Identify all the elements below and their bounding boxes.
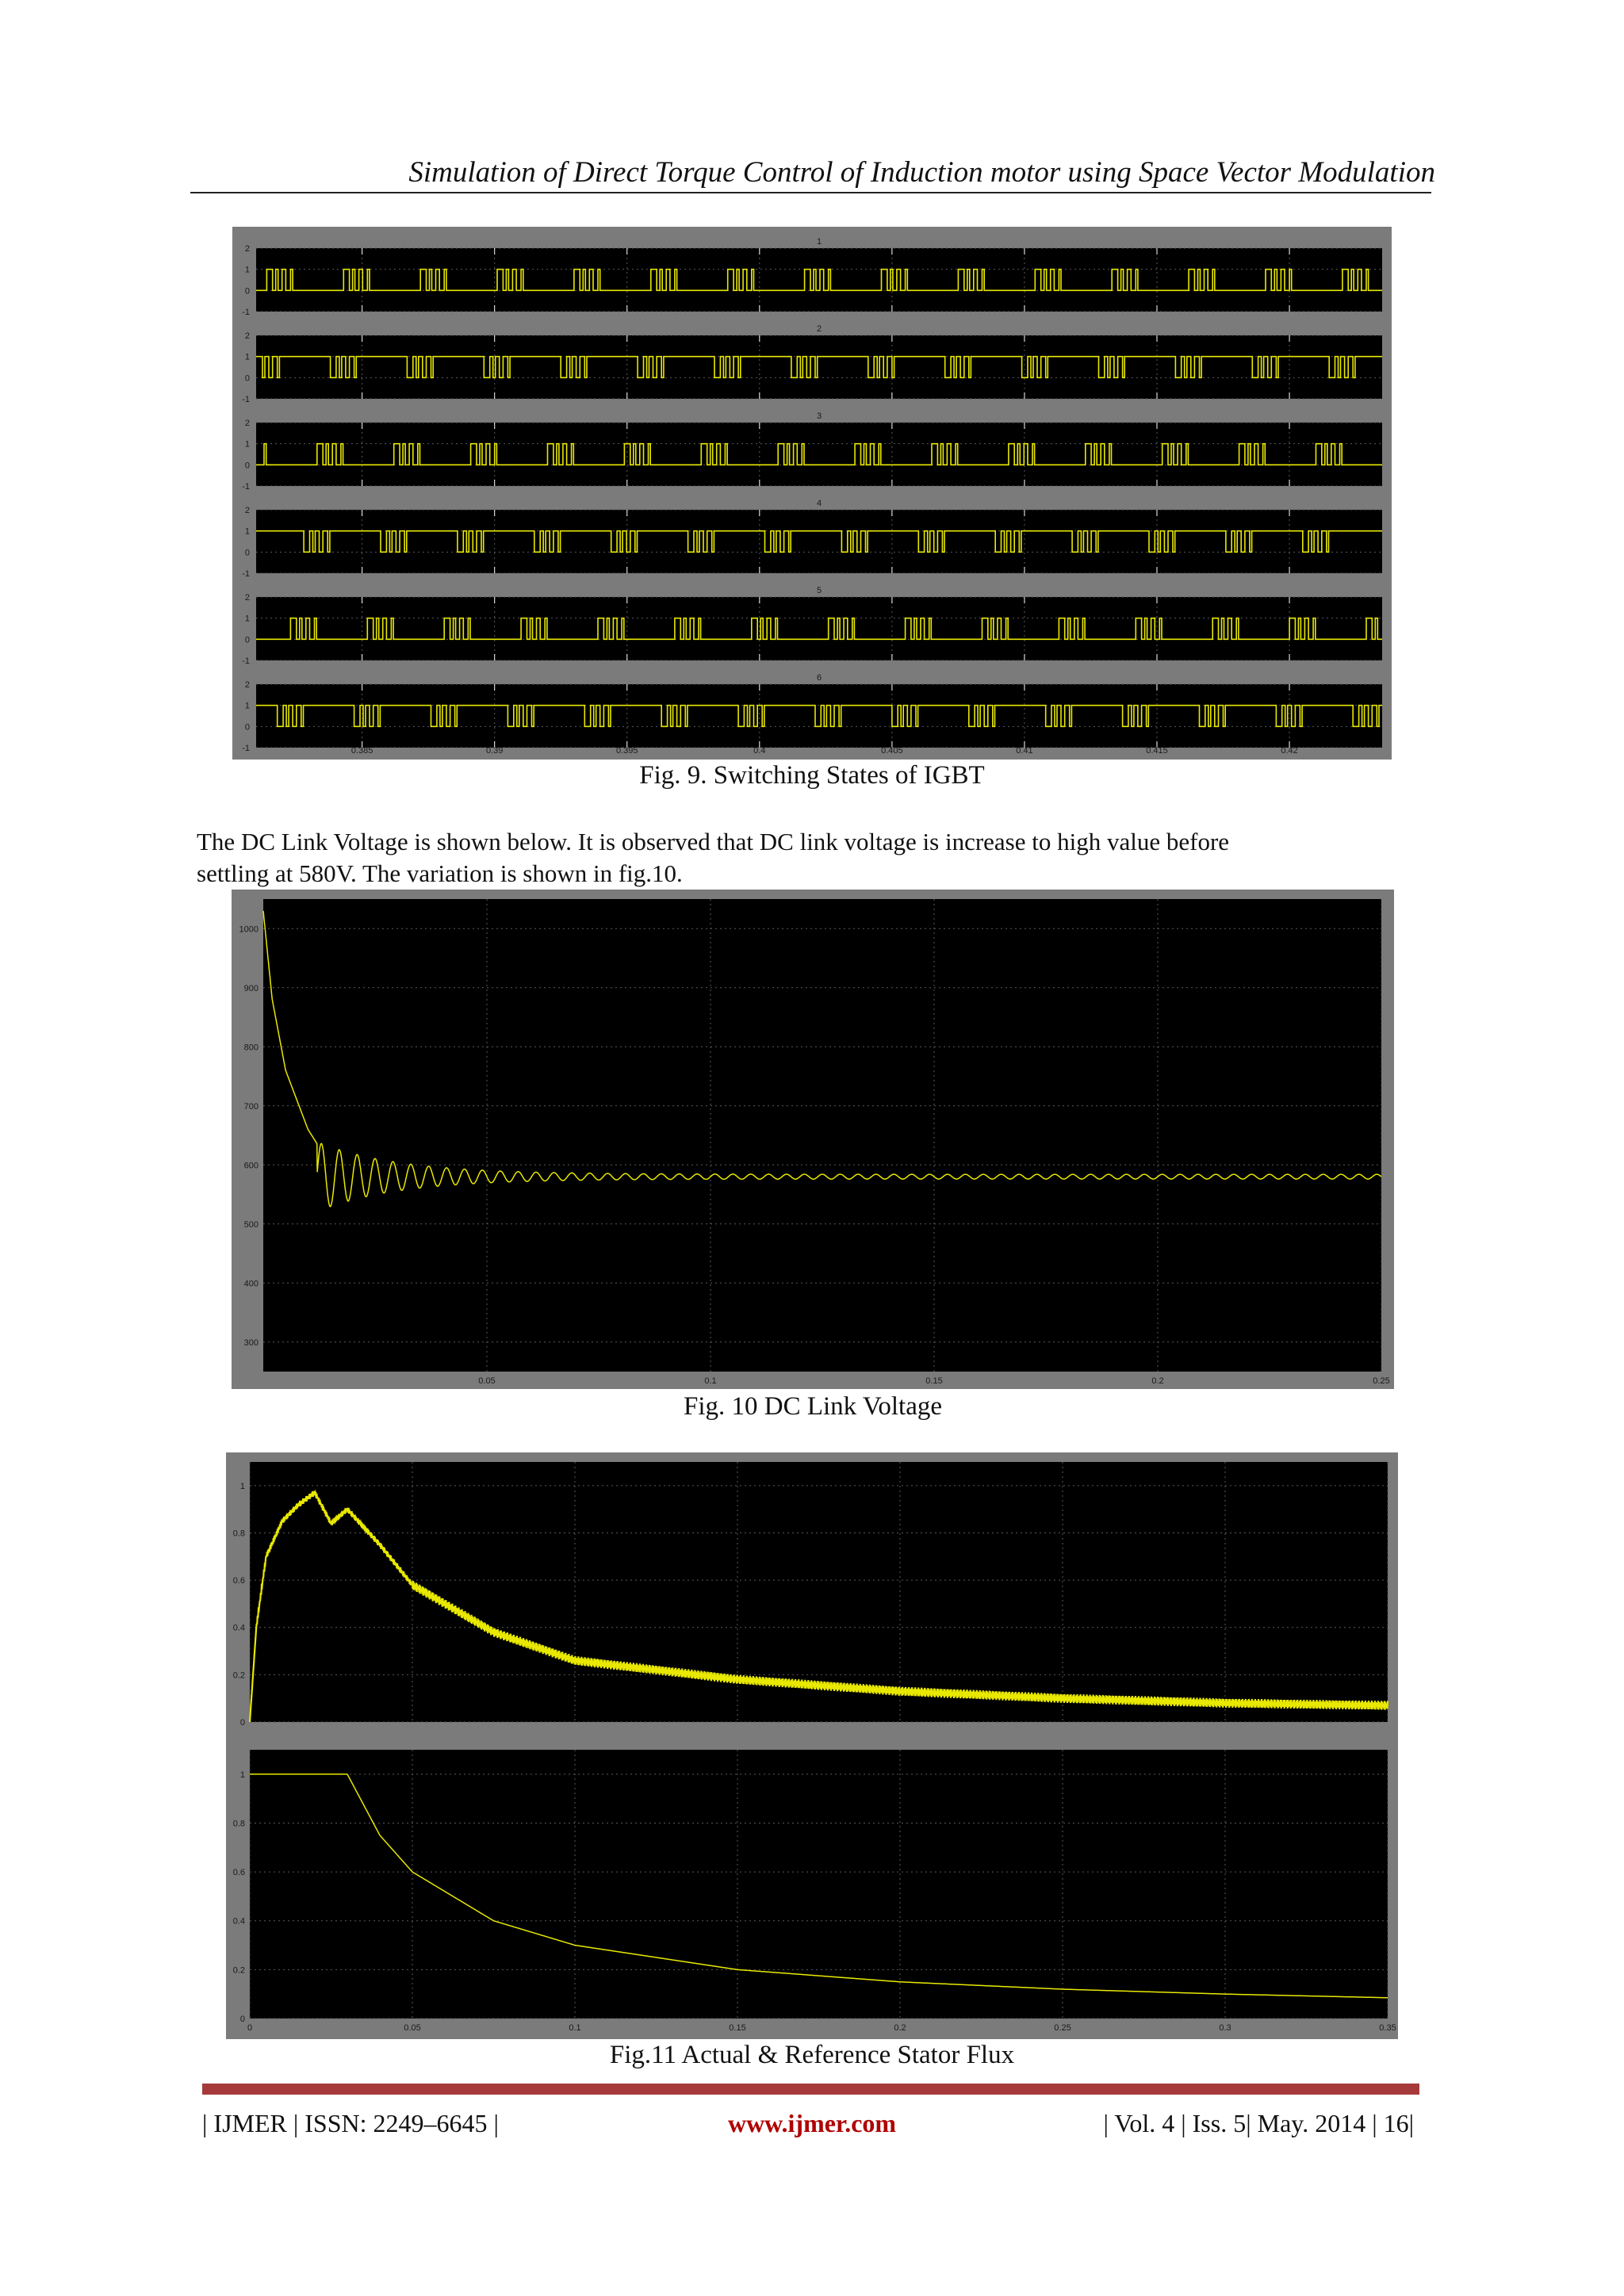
fig9-xtick-label: 0.415 <box>1146 746 1168 756</box>
fig11-ytick-label: 0 <box>239 1718 245 1728</box>
running-header: Simulation of Direct Torque Control of Induction motor using Space Vector Modulation <box>408 156 1435 189</box>
fig11-ytick-label: 0.4 <box>232 1916 245 1927</box>
fig9-scope <box>232 227 1392 760</box>
footer-rule <box>202 2084 1419 2095</box>
fig9-axes-4 <box>256 510 1382 573</box>
footer-left: | IJMER | ISSN: 2249–6645 | <box>202 2109 499 2137</box>
fig10-ytick-label: 900 <box>243 983 259 993</box>
fig9-ytick-label: 2 <box>244 419 250 428</box>
fig10-ytick-label: 500 <box>243 1219 259 1230</box>
fig10-ytick-label: 400 <box>243 1279 259 1289</box>
fig9-ytick-label: 1 <box>244 352 250 362</box>
fig10-xtick-label: 0.05 <box>478 1376 496 1386</box>
fig9-ytick-label: 0 <box>244 548 250 558</box>
fig11-ytick-label: 0.8 <box>232 1529 245 1539</box>
fig9-xtick-label: 0.39 <box>485 746 504 756</box>
fig11-xtick-label: 0 <box>247 2023 253 2033</box>
fig10-xtick-label: 0.2 <box>1151 1376 1164 1386</box>
footer-right: | Vol. 4 | Iss. 5| May. 2014 | 16| <box>1103 2109 1414 2137</box>
fig10-plot <box>232 890 1394 1389</box>
fig11-ytick-label: 0.6 <box>232 1576 245 1586</box>
fig11-ytick-label: 1 <box>239 1481 245 1491</box>
fig9-ytick-label: -1 <box>242 569 250 579</box>
fig11-xtick-label: 0.15 <box>729 2023 746 2033</box>
fig9-ytick-label: -1 <box>242 395 250 404</box>
fig9-ytick-label: -1 <box>242 656 250 666</box>
fig11-ytick-label: 0.4 <box>232 1623 245 1633</box>
fig10-xtick-label: 0.25 <box>1373 1376 1390 1386</box>
paragraph-line-2: settling at 580V. The variation is shown in fig.10. <box>197 859 683 887</box>
fig10-xtick-label: 0.15 <box>925 1376 943 1386</box>
fig9-subplot-title: 5 <box>816 586 822 595</box>
fig11-xtick-label: 0.25 <box>1054 2023 1071 2033</box>
fig10-scope <box>232 890 1394 1389</box>
fig11-caption: Fig.11 Actual & Reference Stator Flux <box>609 2041 1015 2069</box>
fig10-ytick-label: 600 <box>243 1161 259 1171</box>
fig9-xtick-label: 0.42 <box>1281 746 1298 756</box>
fig9-ytick-label: 2 <box>244 331 250 341</box>
fig9-ytick-label: 2 <box>244 506 250 515</box>
fig9-subplot-title: 2 <box>816 324 822 334</box>
footer-website-link[interactable]: www.ijmer.com <box>727 2109 897 2137</box>
fig9-ytick-label: 2 <box>244 593 250 603</box>
header-rule <box>190 192 1431 193</box>
fig9-axes-3 <box>256 423 1382 486</box>
fig9-ytick-label: 1 <box>244 526 250 537</box>
fig9-ytick-label: 0 <box>244 286 250 297</box>
fig9-ytick-label: 2 <box>244 244 250 254</box>
fig9-plot <box>232 227 1392 760</box>
fig11-xtick-label: 0.2 <box>894 2023 906 2033</box>
fig10-xtick-label: 0.1 <box>704 1376 717 1386</box>
fig10-ytick-label: 300 <box>243 1337 259 1348</box>
fig9-ytick-label: 0 <box>244 722 250 733</box>
fig11-ytick-label: 0 <box>239 2015 245 2024</box>
fig9-subplot-title: 4 <box>816 499 822 508</box>
fig9-ytick-label: 1 <box>244 265 250 275</box>
fig9-ytick-label: 2 <box>244 680 250 690</box>
fig10-caption: Fig. 10 DC Link Voltage <box>683 1392 943 1421</box>
fig11-ytick-label: 1 <box>239 1770 245 1780</box>
fig10-ytick-label: 1000 <box>239 924 259 935</box>
fig11-plot <box>226 1452 1398 2039</box>
fig11-axes-2 <box>250 1750 1388 2019</box>
fig9-xtick-label: 0.41 <box>1016 746 1033 756</box>
fig9-ytick-label: 1 <box>244 701 250 711</box>
fig9-ytick-label: 0 <box>244 373 250 384</box>
fig9-caption: Fig. 9. Switching States of IGBT <box>639 761 985 790</box>
fig10-axes <box>263 899 1381 1372</box>
fig11-ytick-label: 0.8 <box>232 1819 245 1829</box>
fig9-xtick-label: 0.395 <box>615 746 638 756</box>
fig11-ytick-label: 0.2 <box>232 1965 245 1976</box>
paragraph-line-1: The DC Link Voltage is shown below. It is observed that DC link voltage is increase to high value before <box>197 828 1230 855</box>
fig11-ytick-label: 0.2 <box>232 1670 245 1681</box>
fig11-xtick-label: 0.05 <box>404 2023 421 2033</box>
fig9-ytick-label: 1 <box>244 439 250 450</box>
fig9-ytick-label: 0 <box>244 461 250 471</box>
fig11-xtick-label: 0.35 <box>1379 2023 1396 2033</box>
fig9-xtick-label: 0.385 <box>350 746 373 756</box>
fig10-ytick-label: 700 <box>243 1101 259 1112</box>
body-paragraph <box>197 826 1434 890</box>
fig9-axes-2 <box>256 335 1382 399</box>
fig9-axes-6 <box>256 684 1382 748</box>
fig9-subplot-title: 1 <box>816 237 822 247</box>
fig9-ytick-label: 0 <box>244 635 250 645</box>
fig9-ytick-label: 1 <box>244 614 250 624</box>
fig9-subplot-title: 3 <box>816 411 822 421</box>
fig9-ytick-label: -1 <box>242 482 250 492</box>
fig9-xtick-label: 0.4 <box>753 746 766 756</box>
fig11-xtick-label: 0.1 <box>569 2023 581 2033</box>
fig10-ytick-label: 800 <box>243 1043 259 1053</box>
fig11-xtick-label: 0.3 <box>1219 2023 1231 2033</box>
fig9-xtick-label: 0.405 <box>881 746 903 756</box>
fig9-ytick-label: -1 <box>242 744 250 753</box>
fig11-scope <box>226 1452 1398 2039</box>
fig9-subplot-title: 6 <box>816 673 822 683</box>
fig9-ytick-label: -1 <box>242 308 250 317</box>
fig11-ytick-label: 0.6 <box>232 1868 245 1878</box>
